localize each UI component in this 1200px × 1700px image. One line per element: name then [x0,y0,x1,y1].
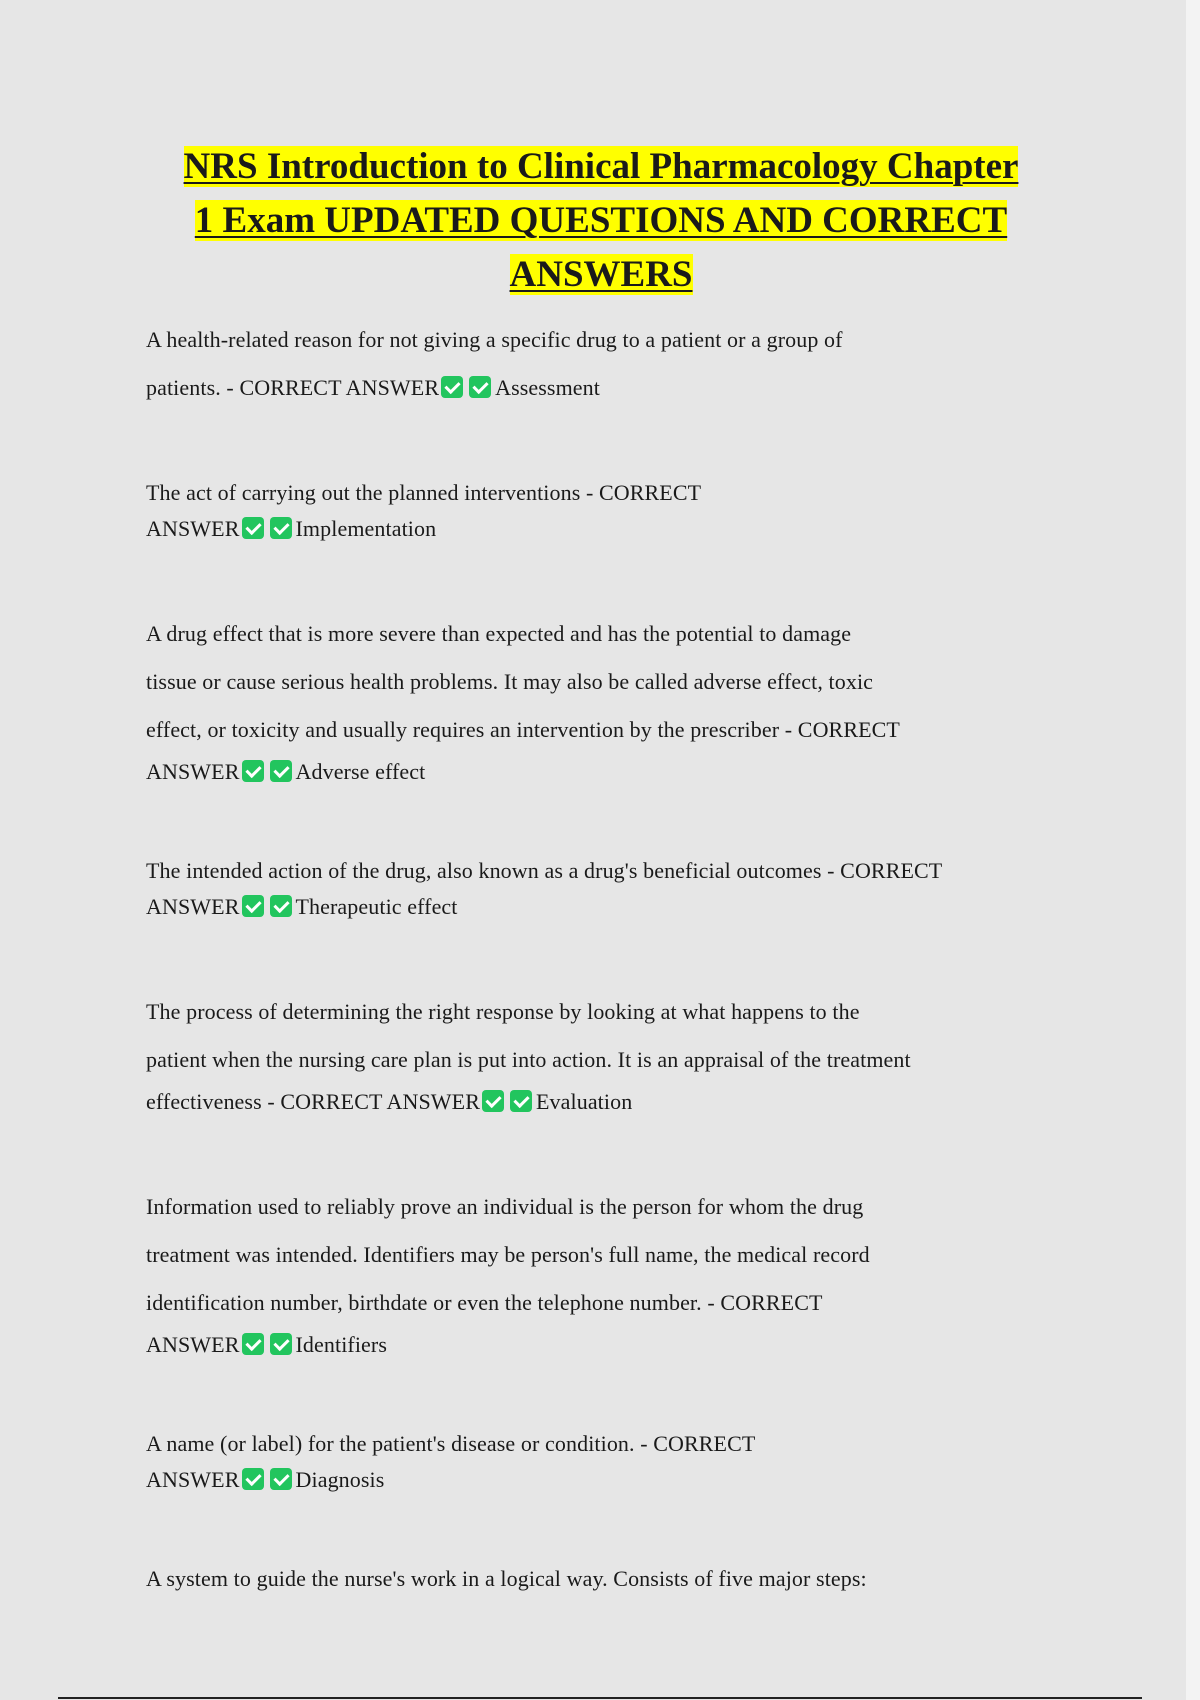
question-line: ANSWER [146,894,240,919]
question-line: ANSWER [146,759,240,784]
question-line: A health-related reason for not giving a specific drug to a patient or a group of [146,327,843,352]
green-check-icon [242,1333,264,1355]
green-check-icon [242,760,264,782]
question-line: ANSWER [146,516,240,541]
question-line: The intended action of the drug, also known as a drug's beneficial outcomes - CORRECT [146,858,943,883]
question-line: Information used to reliably prove an individual is the person for whom the drug [146,1194,864,1219]
green-check-icon [510,1090,532,1112]
answer-text: Diagnosis [295,1467,385,1492]
qa-item [146,1183,1056,1363]
green-check-icon [441,376,463,398]
question-line: identification number, birthdate or even the telephone number. - CORRECT [146,1290,823,1315]
answer-text: Evaluation [536,1089,633,1114]
document-page [146,140,1056,1660]
question-line: The process of determining the right response by looking at what happens to the [146,999,860,1024]
green-check-icon [242,1468,264,1490]
document-title [146,140,1056,302]
question-line: A name (or label) for the patient's disease or condition. - CORRECT [146,1431,756,1456]
qa-item [146,316,1056,412]
qa-item [146,853,1056,925]
green-check-icon [270,760,292,782]
qa-item [146,988,1056,1120]
title-line-1: NRS Introduction to Clinical Pharmacology Chapter [183,146,1019,187]
question-answer-line [146,889,1056,925]
green-check-icon [270,517,292,539]
answer-text: Identifiers [295,1332,388,1357]
question-line: patients. - CORRECT ANSWER [146,375,440,400]
qa-item [146,475,1056,547]
question-line: effect, or toxicity and usually requires an intervention by the prescriber - CORRECT [146,717,900,742]
green-check-icon [482,1090,504,1112]
question-line: treatment was intended. Identifiers may be person's full name, the medical record [146,1242,870,1267]
question-answer-line [146,1462,1056,1498]
title-line-2: 1 Exam UPDATED QUESTIONS AND CORRECT [194,200,1008,241]
answer-text: Implementation [295,516,437,541]
question-line: A drug effect that is more severe than expected and has the potential to damage [146,621,852,646]
green-check-icon [242,517,264,539]
green-check-icon [270,895,292,917]
question-answer-line [146,511,1056,547]
question-line: effectiveness - CORRECT ANSWER [146,1089,480,1114]
qa-item [146,1426,1056,1498]
question-line: tissue or cause serious health problems. It may also be called adverse effect, toxic [146,669,874,694]
question-line: ANSWER [146,1332,240,1357]
green-check-icon [270,1333,292,1355]
title-line-3: ANSWERS [509,254,693,295]
qa-item [146,1561,1056,1597]
green-check-icon [469,376,491,398]
green-check-icon [242,895,264,917]
green-check-icon [270,1468,292,1490]
answer-text: Assessment [495,375,600,400]
answer-text: Adverse effect [295,759,426,784]
question-answer-line [146,1084,1056,1120]
question-line: patient when the nursing care plan is put into action. It is an appraisal of the treatment [146,1047,911,1072]
question-line: A system to guide the nurse's work in a logical way. Consists of five major steps: [146,1566,867,1591]
question-line: ANSWER [146,1467,240,1492]
question-answer-line [146,1327,1056,1363]
answer-text: Therapeutic effect [295,894,458,919]
page-bottom-rule [58,1697,1142,1699]
qa-item [146,610,1056,790]
page-edge [1186,0,1200,1700]
question-answer-line [146,754,1056,790]
question-answer-line [146,364,1056,412]
question-line: The act of carrying out the planned interventions - CORRECT [146,480,702,505]
